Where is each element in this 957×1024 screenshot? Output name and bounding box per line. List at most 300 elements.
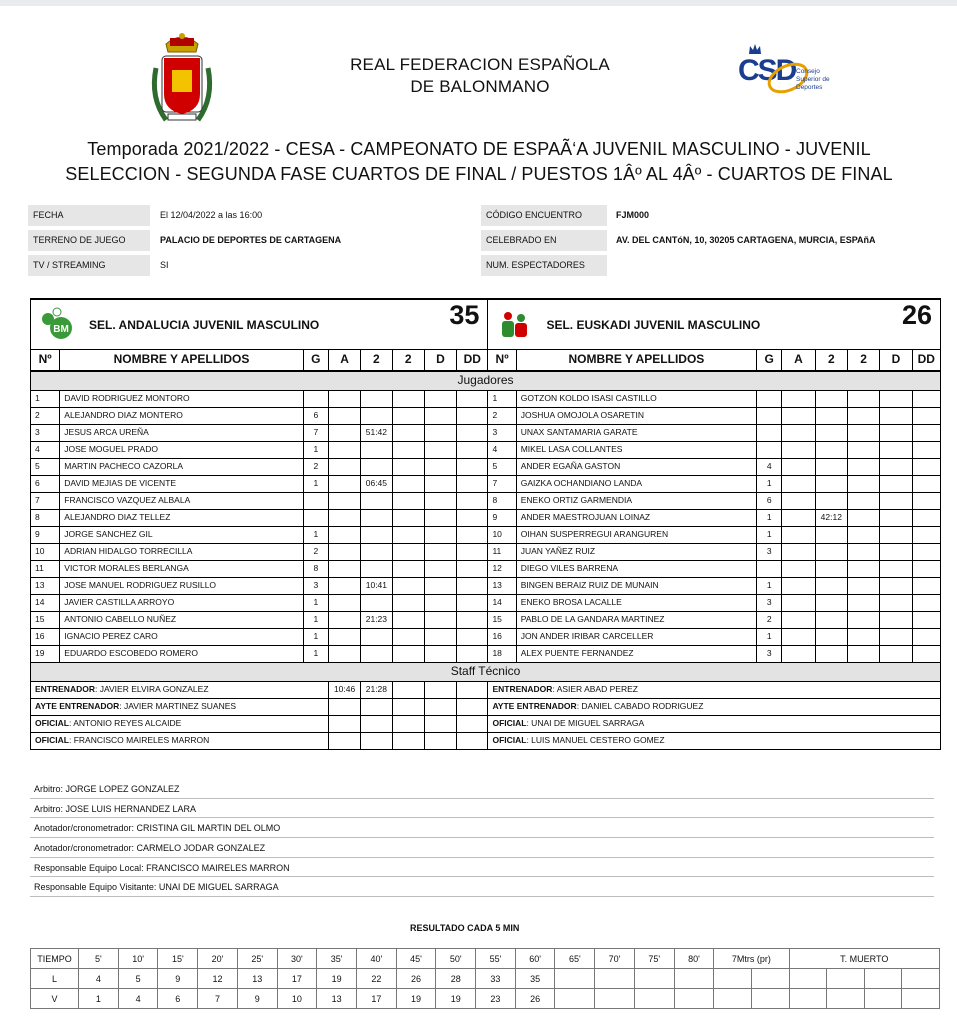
results-cell xyxy=(864,989,902,1009)
player-number: 7 xyxy=(488,475,516,492)
results-cell xyxy=(751,969,789,989)
player-stat xyxy=(880,390,912,407)
col-g: G xyxy=(303,349,328,371)
player-stat xyxy=(782,475,815,492)
player-stat xyxy=(782,560,815,577)
player-name: JOSE MOGUEL PRADO xyxy=(60,441,303,458)
player-number: 10 xyxy=(488,526,516,543)
player-stat xyxy=(392,526,424,543)
lineup-table xyxy=(30,298,941,750)
player-name: ENEKO ORTIZ GARMENDIA xyxy=(516,492,756,509)
player-stat xyxy=(328,594,360,611)
staff-stat xyxy=(328,698,360,715)
staff-stat xyxy=(424,681,456,698)
player-stat xyxy=(361,509,392,526)
player-stat xyxy=(392,543,424,560)
player-stat xyxy=(392,577,424,594)
staff-stat xyxy=(457,698,488,715)
player-stat xyxy=(880,407,912,424)
results-cell: 4 xyxy=(79,969,119,989)
home-team-header xyxy=(31,299,488,349)
player-stat xyxy=(880,441,912,458)
rfebm-crest-logo xyxy=(146,28,218,132)
player-stat xyxy=(392,407,424,424)
player-stat xyxy=(392,458,424,475)
player-number: 19 xyxy=(31,645,60,662)
player-stat: 1 xyxy=(757,526,782,543)
player-stat: 1 xyxy=(757,509,782,526)
staff-stat xyxy=(424,715,456,732)
player-number: 12 xyxy=(488,560,516,577)
federation-line-2: DE BALONMANO xyxy=(410,77,550,96)
player-stat xyxy=(392,424,424,441)
player-stat xyxy=(424,560,456,577)
player-stat: 1 xyxy=(757,577,782,594)
player-stat xyxy=(880,645,912,662)
player-stat: 1 xyxy=(303,594,328,611)
col-2min-1: 2 xyxy=(815,349,847,371)
player-stat xyxy=(912,475,940,492)
player-stat xyxy=(457,492,488,509)
player-number: 9 xyxy=(488,509,516,526)
staff-stat xyxy=(328,715,360,732)
player-stat xyxy=(847,594,879,611)
results-header-cell: 5' xyxy=(79,949,119,969)
player-stat xyxy=(782,645,815,662)
results-cell: 12 xyxy=(198,969,238,989)
player-name: UNAX SANTAMARIA GARATE xyxy=(516,424,756,441)
results-header-cell: 10' xyxy=(118,949,158,969)
player-stat xyxy=(361,526,392,543)
player-number: 16 xyxy=(31,628,60,645)
player-stat xyxy=(361,628,392,645)
player-stat xyxy=(424,441,456,458)
player-number: 11 xyxy=(488,543,516,560)
player-name: EDUARDO ESCOBEDO ROMERO xyxy=(60,645,303,662)
player-stat xyxy=(457,424,488,441)
page-top-bar xyxy=(0,0,957,6)
player-stat xyxy=(303,390,328,407)
title-line-2: SELECCION - SEGUNDA FASE CUARTOS DE FINAL / PUESTOS 1Âº AL 4Âº - CUARTOS DE FINAL xyxy=(65,164,893,184)
home-staff-member: OFICIAL: ANTONIO REYES ALCAIDE xyxy=(31,715,329,732)
player-name: JAVIER CASTILLA ARROYO xyxy=(60,594,303,611)
player-stat xyxy=(912,611,940,628)
player-stat xyxy=(328,458,360,475)
player-stat xyxy=(757,424,782,441)
staff-stat xyxy=(361,698,392,715)
results-cell: 10 xyxy=(277,989,317,1009)
player-stat: 2 xyxy=(303,543,328,560)
player-number: 9 xyxy=(31,526,60,543)
player-stat xyxy=(815,526,847,543)
player-stat xyxy=(424,611,456,628)
player-stat xyxy=(392,390,424,407)
csd-mark: CSD xyxy=(738,54,796,87)
player-stat xyxy=(392,611,424,628)
player-number: 5 xyxy=(488,458,516,475)
player-stat xyxy=(880,543,912,560)
staff-stat xyxy=(457,732,488,749)
player-stat xyxy=(424,458,456,475)
staff-row xyxy=(31,732,941,749)
player-number: 15 xyxy=(31,611,60,628)
results-cell xyxy=(714,969,752,989)
player-stat xyxy=(815,611,847,628)
results-header-cell: 55' xyxy=(476,949,516,969)
col-num: Nº xyxy=(488,349,516,371)
player-stat xyxy=(424,594,456,611)
player-number: 6 xyxy=(31,475,60,492)
player-number: 8 xyxy=(488,492,516,509)
player-row xyxy=(31,475,941,492)
player-name: ADRIAN HIDALGO TORRECILLA xyxy=(60,543,303,560)
results-cell: 9 xyxy=(158,969,198,989)
staff-stat xyxy=(328,732,360,749)
player-stat xyxy=(328,407,360,424)
player-stat xyxy=(303,492,328,509)
col-2min-2: 2 xyxy=(847,349,879,371)
results-header-cell: 80' xyxy=(674,949,714,969)
player-stat xyxy=(361,441,392,458)
andalucia-bm-logo-icon xyxy=(39,306,75,342)
tv-value: SI xyxy=(160,260,169,270)
official-line: Arbitro: JORGE LOPEZ GONZALEZ xyxy=(30,779,934,799)
results-cell xyxy=(674,989,714,1009)
player-number: 4 xyxy=(488,441,516,458)
player-stat xyxy=(424,543,456,560)
player-stat xyxy=(361,390,392,407)
player-stat xyxy=(361,407,392,424)
codigo-value: FJM000 xyxy=(616,210,650,220)
player-stat xyxy=(847,407,879,424)
away-staff-member: OFICIAL: UNAI DE MIGUEL SARRAGA xyxy=(488,715,941,732)
player-stat xyxy=(815,543,847,560)
codigo-label: CÓDIGO ENCUENTRO xyxy=(481,205,607,226)
player-stat xyxy=(392,645,424,662)
player-stat xyxy=(815,628,847,645)
results-cell: 19 xyxy=(396,989,436,1009)
player-stat xyxy=(757,560,782,577)
svg-text:BM: BM xyxy=(53,324,69,335)
staff-stat xyxy=(392,715,424,732)
player-stat: 2 xyxy=(757,611,782,628)
player-name: ALEJANDRO DIAZ MONTERO xyxy=(60,407,303,424)
player-stat xyxy=(457,390,488,407)
player-number: 1 xyxy=(31,390,60,407)
player-stat xyxy=(847,390,879,407)
results-header-cell: 20' xyxy=(198,949,238,969)
player-stat xyxy=(782,492,815,509)
player-stat xyxy=(782,424,815,441)
player-name: DAVID RODRIGUEZ MONTORO xyxy=(60,390,303,407)
results-cell xyxy=(789,969,827,989)
player-stat xyxy=(782,628,815,645)
player-name: GAIZKA OCHANDIANO LANDA xyxy=(516,475,756,492)
player-stat xyxy=(457,628,488,645)
player-row xyxy=(31,458,941,475)
player-stat xyxy=(328,543,360,560)
results-cell xyxy=(595,989,635,1009)
player-stat xyxy=(847,509,879,526)
staff-stat xyxy=(361,732,392,749)
official-line: Responsable Equipo Local: FRANCISCO MAIRELES MARRON xyxy=(30,858,934,878)
player-stat xyxy=(912,577,940,594)
results-header-cell: 70' xyxy=(595,949,635,969)
player-stat xyxy=(880,475,912,492)
section-staff: Staff Técnico xyxy=(31,662,941,681)
player-stat xyxy=(361,560,392,577)
player-name: BINGEN BERAIZ RUIZ DE MUNAIN xyxy=(516,577,756,594)
player-stat xyxy=(912,441,940,458)
col-dd: DD xyxy=(912,349,940,371)
player-number: 13 xyxy=(31,577,60,594)
player-stat xyxy=(880,424,912,441)
player-stat xyxy=(424,628,456,645)
results-cell: 35 xyxy=(515,969,555,989)
player-name: ENEKO BROSA LACALLE xyxy=(516,594,756,611)
player-stat xyxy=(782,407,815,424)
player-number: 16 xyxy=(488,628,516,645)
results-header-cell: 25' xyxy=(237,949,277,969)
player-stat xyxy=(457,458,488,475)
player-number: 4 xyxy=(31,441,60,458)
results-cell xyxy=(634,989,674,1009)
player-stat xyxy=(815,441,847,458)
results-cell: 17 xyxy=(277,969,317,989)
player-stat xyxy=(912,628,940,645)
player-name: JUAN YAÑEZ RUIZ xyxy=(516,543,756,560)
player-stat xyxy=(912,458,940,475)
player-row xyxy=(31,424,941,441)
player-stat xyxy=(847,611,879,628)
player-stat xyxy=(782,594,815,611)
player-stat xyxy=(880,492,912,509)
player-stat xyxy=(782,526,815,543)
tv-label: TV / STREAMING xyxy=(28,255,150,276)
results-cell: 13 xyxy=(237,969,277,989)
home-staff-member: ENTRENADOR: JAVIER ELVIRA GONZALEZ xyxy=(31,681,329,698)
results-cell: 13 xyxy=(317,989,357,1009)
player-stat: 3 xyxy=(757,594,782,611)
player-row xyxy=(31,594,941,611)
player-row xyxy=(31,560,941,577)
results-cell: 9 xyxy=(237,989,277,1009)
player-name: VICTOR MORALES BERLANGA xyxy=(60,560,303,577)
staff-role: OFICIAL xyxy=(492,718,527,728)
player-stat xyxy=(815,407,847,424)
results-cell: 4 xyxy=(118,989,158,1009)
player-stat xyxy=(328,628,360,645)
player-stat xyxy=(782,577,815,594)
results-cell xyxy=(827,989,865,1009)
away-staff-member: ENTRENADOR: ASIER ABAD PEREZ xyxy=(488,681,941,698)
player-stat: 3 xyxy=(757,543,782,560)
results-cell xyxy=(864,969,902,989)
player-stat: 1 xyxy=(303,475,328,492)
player-stat: 6 xyxy=(757,492,782,509)
results-local-row xyxy=(31,969,940,989)
player-stat: 1 xyxy=(757,475,782,492)
player-stat xyxy=(912,526,940,543)
staff-role: AYTE ENTRENADOR xyxy=(35,701,120,711)
player-stat xyxy=(912,390,940,407)
player-stat: 1 xyxy=(303,611,328,628)
away-team-score: 26 xyxy=(901,300,932,330)
results-cell xyxy=(902,969,940,989)
results-cell: 26 xyxy=(515,989,555,1009)
away-staff-member: AYTE ENTRENADOR: DANIEL CABADO RODRIGUEZ xyxy=(488,698,941,715)
csd-text: Consejo Superior de Deportes xyxy=(796,68,830,91)
player-stat: 3 xyxy=(757,645,782,662)
player-name: OIHAN SUSPERREGUI ARANGUREN xyxy=(516,526,756,543)
player-stat xyxy=(457,611,488,628)
staff-section-row xyxy=(31,662,941,681)
player-stat xyxy=(424,407,456,424)
match-title xyxy=(14,137,944,187)
player-stat: 6 xyxy=(303,407,328,424)
col-d: D xyxy=(424,349,456,371)
player-stat xyxy=(912,560,940,577)
player-stat xyxy=(880,526,912,543)
col-name: NOMBRE Y APELLIDOS xyxy=(60,349,303,371)
player-stat xyxy=(782,390,815,407)
player-stat: 1 xyxy=(303,645,328,662)
results-visitor-row xyxy=(31,989,940,1009)
results-header-cell: 40' xyxy=(356,949,396,969)
player-stat xyxy=(457,594,488,611)
player-stat xyxy=(815,645,847,662)
results-cell xyxy=(789,989,827,1009)
player-stat xyxy=(815,492,847,509)
away-staff-member: OFICIAL: LUIS MANUEL CESTERO GOMEZ xyxy=(488,732,941,749)
player-row xyxy=(31,645,941,662)
fecha-label: FECHA xyxy=(28,205,150,226)
col-num: Nº xyxy=(31,349,60,371)
player-stat xyxy=(361,645,392,662)
results-header-cell: TIEMPO xyxy=(31,949,79,969)
player-stat xyxy=(424,509,456,526)
staff-role: ENTRENADOR xyxy=(492,684,553,694)
player-stat xyxy=(392,594,424,611)
player-stat xyxy=(847,628,879,645)
player-stat: 1 xyxy=(303,628,328,645)
player-stat xyxy=(815,560,847,577)
player-stat xyxy=(782,543,815,560)
column-header-row xyxy=(31,349,941,371)
results-cell: 19 xyxy=(317,969,357,989)
results-header-cell: 75' xyxy=(634,949,674,969)
results-cell: 17 xyxy=(356,989,396,1009)
player-stat xyxy=(457,441,488,458)
player-stat xyxy=(757,390,782,407)
player-stat xyxy=(303,509,328,526)
player-stat xyxy=(424,645,456,662)
player-name: ALEJANDRO DIAZ TELLEZ xyxy=(60,509,303,526)
results-header-cell: 30' xyxy=(277,949,317,969)
staff-stat xyxy=(457,715,488,732)
federation-line-1: REAL FEDERACION ESPAÑOLA xyxy=(350,55,610,74)
official-line: Arbitro: JOSE LUIS HERNANDEZ LARA xyxy=(30,799,934,819)
player-stat xyxy=(782,611,815,628)
player-stat xyxy=(392,492,424,509)
espectadores-label: NUM. ESPECTADORES xyxy=(481,255,607,276)
player-name: DAVID MEJIAS DE VICENTE xyxy=(60,475,303,492)
player-stat xyxy=(424,492,456,509)
player-stat xyxy=(328,645,360,662)
col-name: NOMBRE Y APELLIDOS xyxy=(516,349,756,371)
officials-list xyxy=(30,779,934,897)
player-stat xyxy=(328,526,360,543)
player-stat xyxy=(847,475,879,492)
player-stat xyxy=(457,475,488,492)
player-stat xyxy=(328,577,360,594)
player-stat xyxy=(880,509,912,526)
player-stat xyxy=(847,526,879,543)
player-stat xyxy=(328,424,360,441)
results-cell: 5 xyxy=(118,969,158,989)
player-row xyxy=(31,441,941,458)
player-row xyxy=(31,492,941,509)
player-stat: 1 xyxy=(757,628,782,645)
results-cell xyxy=(674,969,714,989)
player-number: 15 xyxy=(488,611,516,628)
results-header-cell: 45' xyxy=(396,949,436,969)
col-g: G xyxy=(757,349,782,371)
player-stat xyxy=(757,407,782,424)
results-cell: 26 xyxy=(396,969,436,989)
home-staff-member: OFICIAL: FRANCISCO MAIRELES MARRON xyxy=(31,732,329,749)
player-row xyxy=(31,628,941,645)
player-name: ALEX PUENTE FERNANDEZ xyxy=(516,645,756,662)
player-stat xyxy=(912,492,940,509)
col-2min-2: 2 xyxy=(392,349,424,371)
staff-role: OFICIAL xyxy=(35,718,69,728)
player-stat xyxy=(392,441,424,458)
player-stat xyxy=(457,407,488,424)
player-number: 18 xyxy=(488,645,516,662)
player-stat: 42:12 xyxy=(815,509,847,526)
results-cell: 33 xyxy=(476,969,516,989)
home-staff-member: AYTE ENTRENADOR: JAVIER MARTINEZ SUANES xyxy=(31,698,329,715)
results-cell xyxy=(751,989,789,1009)
player-name: ANTONIO CABELLO NUÑEZ xyxy=(60,611,303,628)
player-stat: 4 xyxy=(757,458,782,475)
player-stat xyxy=(847,543,879,560)
player-stat: 3 xyxy=(303,577,328,594)
staff-role: OFICIAL xyxy=(492,735,527,745)
player-number: 14 xyxy=(488,594,516,611)
results-header-cell: 50' xyxy=(436,949,476,969)
results-cell: 23 xyxy=(476,989,516,1009)
player-stat xyxy=(328,492,360,509)
results-cell: 22 xyxy=(356,969,396,989)
staff-stat xyxy=(392,681,424,698)
player-number: 7 xyxy=(31,492,60,509)
player-stat xyxy=(815,424,847,441)
col-a: A xyxy=(782,349,815,371)
player-stat xyxy=(847,441,879,458)
player-stat xyxy=(847,645,879,662)
player-stat xyxy=(328,441,360,458)
player-row xyxy=(31,407,941,424)
player-stat xyxy=(457,526,488,543)
staff-role: ENTRENADOR xyxy=(35,684,95,694)
player-name: IGNACIO PEREZ CARO xyxy=(60,628,303,645)
player-row xyxy=(31,543,941,560)
results-cell xyxy=(827,969,865,989)
player-name: MIKEL LASA COLLANTES xyxy=(516,441,756,458)
player-stat xyxy=(457,577,488,594)
